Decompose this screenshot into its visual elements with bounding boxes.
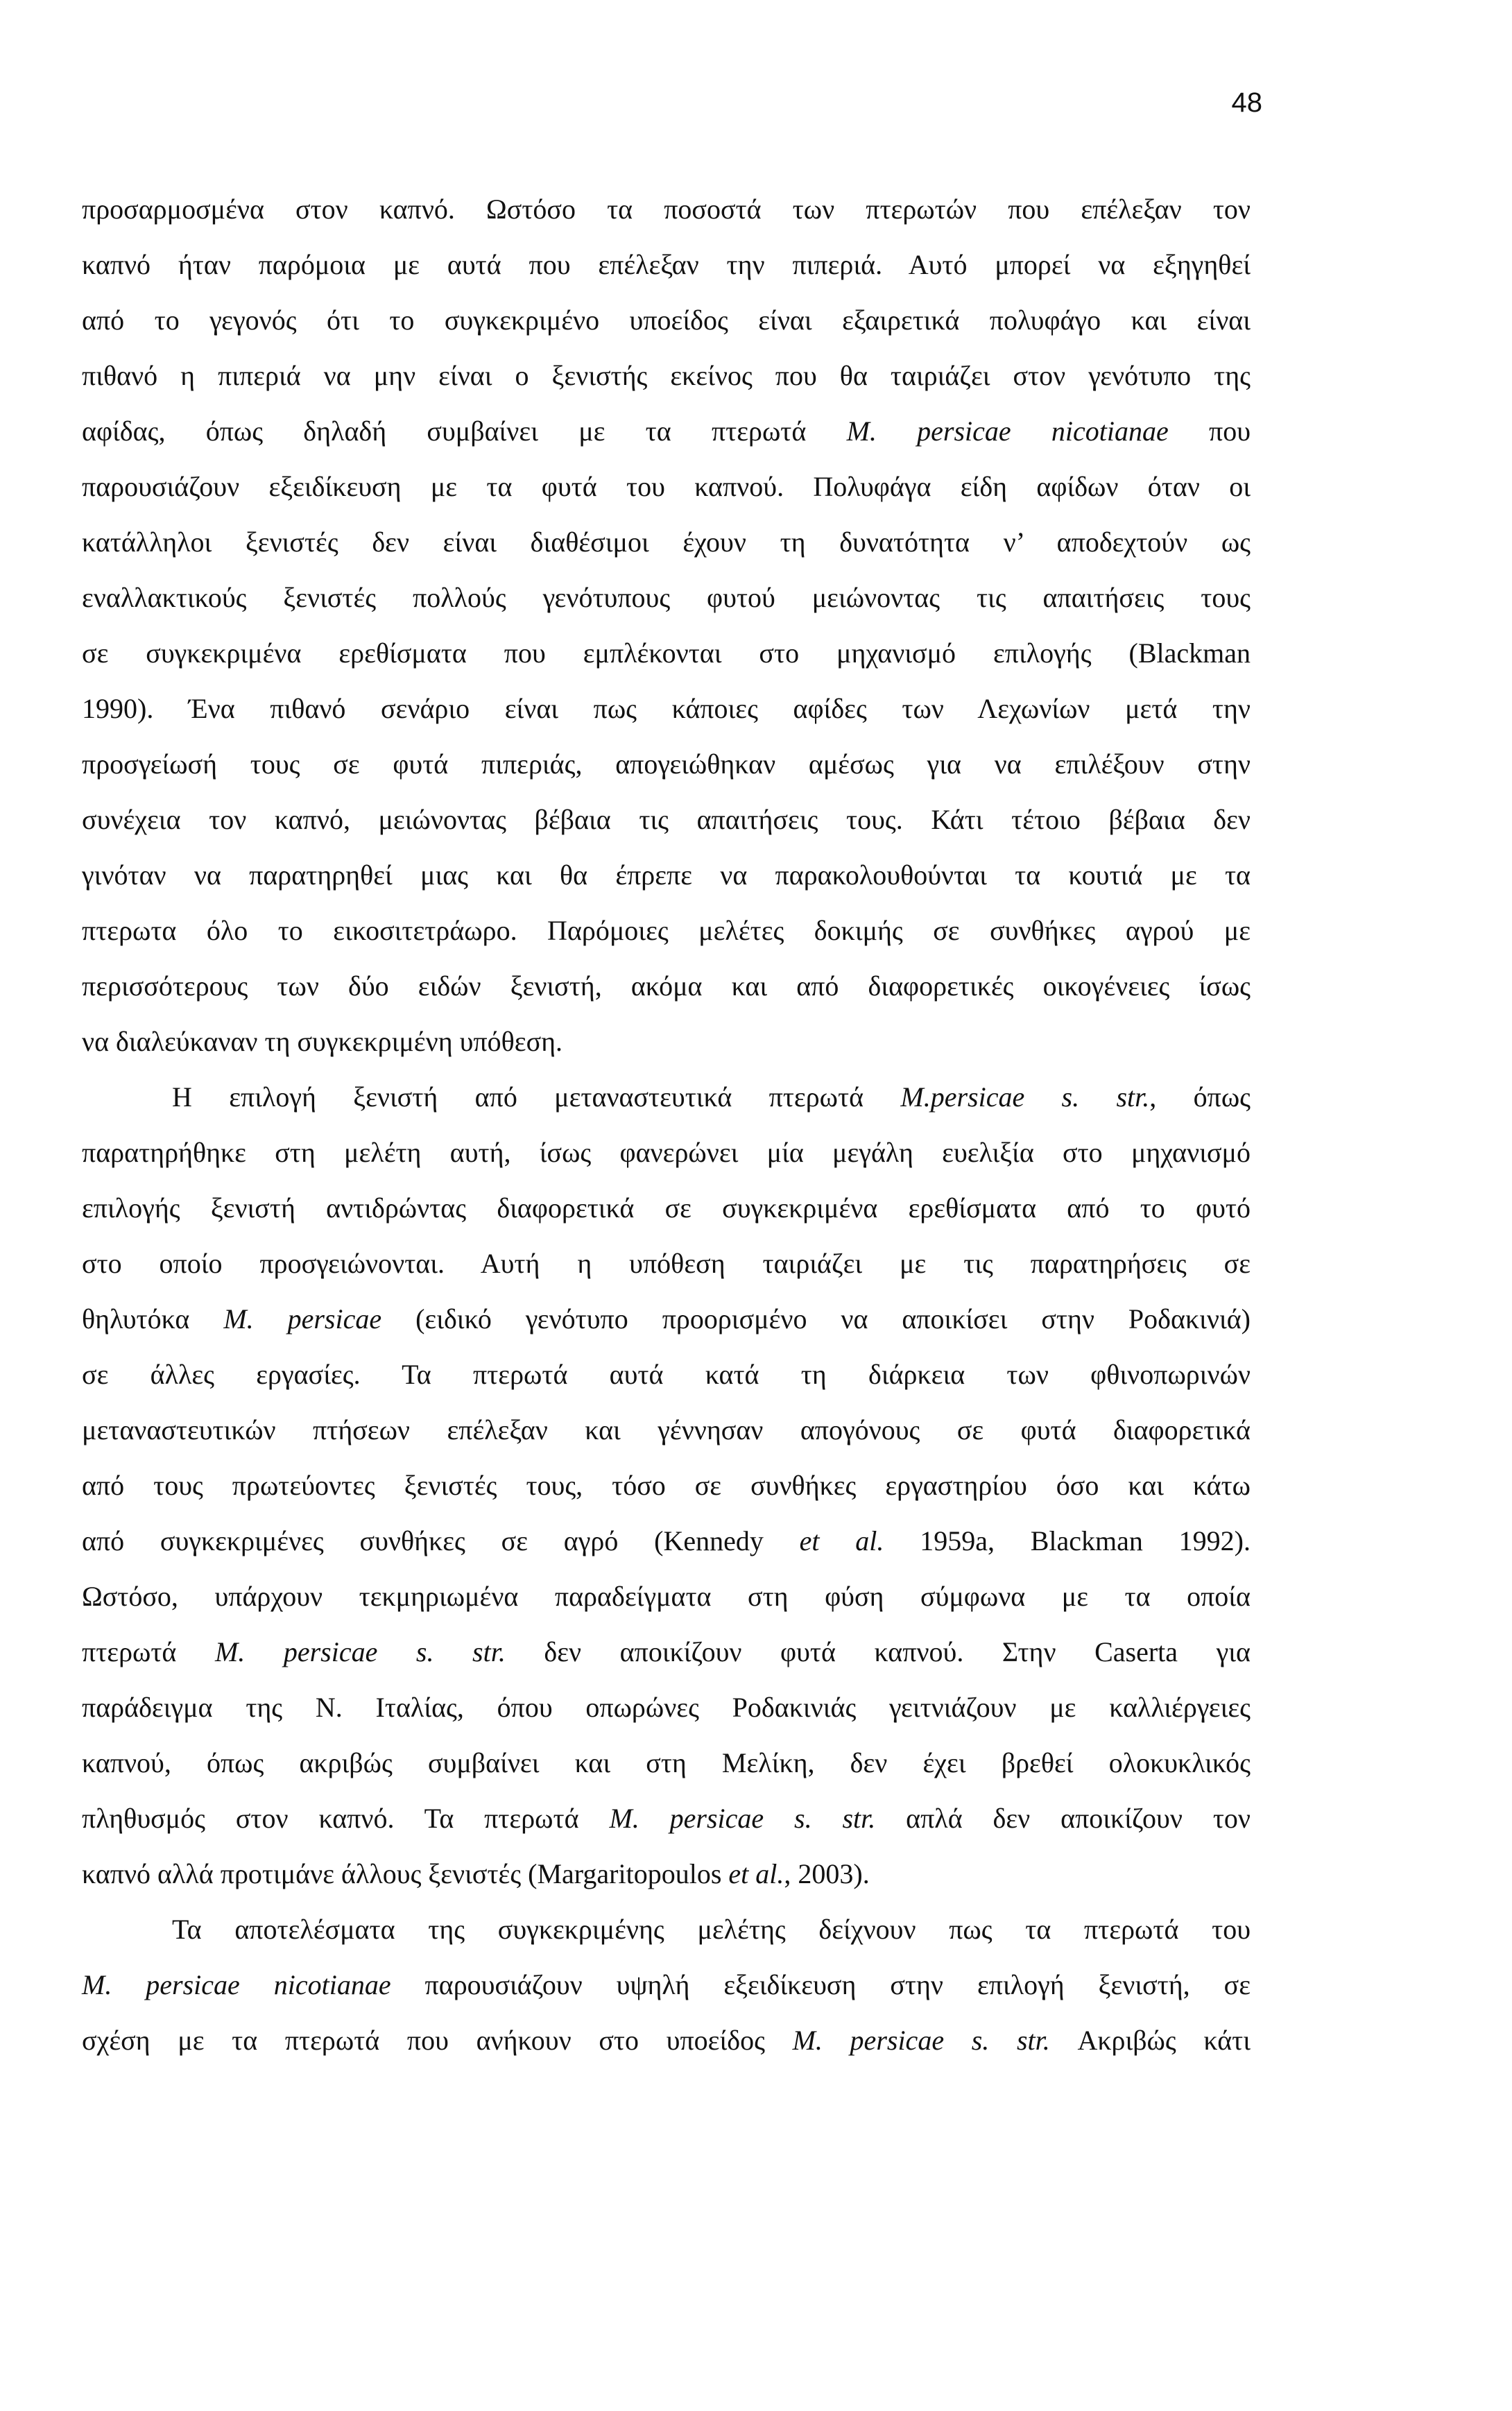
text-segment: παρουσιάζουν υψηλή εξειδίκευση στην επιλογή ξενιστή, σε <box>390 1969 1251 2000</box>
text-segment: από τους πρωτεύοντες ξενιστές τους, τόσο σε συνθήκες εργαστηρίου όσο και κάτω <box>82 1470 1251 1501</box>
text-segment: σε συγκεκριμένα ερεθίσματα που εμπλέκονται στο μηχανισμό επιλογής (Blackman <box>82 637 1251 669</box>
body-text <box>82 182 1251 2068</box>
text-segment: Ακριβώς κάτι <box>1049 2025 1251 2056</box>
text-line <box>82 737 1251 792</box>
text-segment: καπνού, όπως ακριβώς συμβαίνει και στη Μελίκη, δεν έχει βρεθεί ολοκυκλικός <box>82 1747 1251 1778</box>
text-segment: πτερωτα όλο το εικοσιτετράωρο. Παρόμοιες μελέτες δοκιμής σε συνθήκες αγρού με <box>82 915 1251 946</box>
text-line <box>82 293 1251 348</box>
text-line <box>82 1902 1251 1957</box>
text-segment: παρουσιάζουν εξειδίκευση με τα φυτά του καπνού. Πολυφάγα είδη αφίδων όταν οι <box>82 471 1251 502</box>
text-segment: επιλογής ξενιστή αντιδρώντας διαφορετικά σε συγκεκριμένα ερεθίσματα από το φυτό <box>82 1192 1251 1224</box>
text-line <box>82 1181 1251 1236</box>
text-line <box>82 1735 1251 1791</box>
text-segment: από συγκεκριμένες συνθήκες σε αγρό (Kennedy <box>82 1525 800 1556</box>
text-segment: καπνό αλλά προτιμάνε άλλους ξενιστές (Margaritopoulos <box>82 1858 729 1889</box>
text-line <box>82 1791 1251 1846</box>
text-segment: 1990). Ένα πιθανό σενάριο είναι πως κάποιες αφίδες των Λεχωνίων μετά την <box>82 693 1251 724</box>
text-segment: προσαρμοσμένα στον καπνό. Ωστόσο τα ποσοστά των πτερωτών που επέλεξαν τον <box>82 194 1251 225</box>
text-line <box>82 1014 1251 1070</box>
text-line <box>82 848 1251 903</box>
text-segment: συνέχεια τον καπνό, μειώνοντας βέβαια τις απαιτήσεις τους. Κάτι τέτοιο βέβαια δεν <box>82 804 1251 835</box>
text-line <box>82 1569 1251 1624</box>
text-segment: αφίδας, όπως δηλαδή συμβαίνει με τα πτερωτά <box>82 415 847 447</box>
text-line <box>82 1292 1251 1347</box>
text-line <box>82 1957 1251 2013</box>
text-line <box>82 1347 1251 1402</box>
text-line <box>82 1458 1251 1513</box>
text-segment: σχέση με τα πτερωτά που ανήκουν στο υποείδος <box>82 2025 793 2056</box>
text-segment: Ωστόσο, υπάρχουν τεκμηριωμένα παραδείγματα στη φύση σύμφωνα με τα οποία <box>82 1581 1251 1612</box>
text-segment: γινόταν να παρατηρηθεί μιας και θα έπρεπε να παρακολουθούνται τα κουτιά με τα <box>82 859 1251 891</box>
text-line <box>82 1070 1251 1125</box>
italic-text-segment: et al. <box>728 1858 784 1889</box>
text-line <box>82 903 1251 959</box>
text-line <box>82 2013 1251 2068</box>
text-line <box>82 1402 1251 1458</box>
italic-text-segment: M. persicae s. str. <box>214 1636 506 1667</box>
text-segment: Η επιλογή ξενιστή από μεταναστευτικά πτερωτά <box>172 1081 901 1113</box>
text-line <box>82 1236 1251 1292</box>
text-segment: πληθυσμός στον καπνό. Τα πτερωτά <box>82 1803 610 1834</box>
text-line <box>82 182 1251 237</box>
text-line <box>82 404 1251 459</box>
text-line <box>82 515 1251 570</box>
text-line <box>82 348 1251 404</box>
italic-text-segment: M. persicae s. str. <box>609 1803 876 1834</box>
italic-text-segment: M. persicae nicotianae <box>82 1969 391 2000</box>
text-segment: σε άλλες εργασίες. Τα πτερωτά αυτά κατά τη διάρκεια των φθινοπωρινών <box>82 1359 1251 1390</box>
text-segment: (ειδικό γενότυπο προορισμένο να αποικίσει στην Ροδακινιά) <box>381 1303 1251 1335</box>
text-segment: μεταναστευτικών πτήσεων επέλεξαν και γέννησαν απογόνους σε φυτά διαφορετικά <box>82 1414 1251 1445</box>
text-segment: θηλυτόκα <box>82 1303 224 1335</box>
italic-text-segment: M. persicae <box>223 1303 382 1335</box>
text-segment: πτερωτά <box>82 1636 215 1667</box>
text-line <box>82 626 1251 681</box>
text-line <box>82 681 1251 737</box>
text-segment: δεν αποικίζουν φυτά καπνού. Στην Caserta για <box>505 1636 1251 1667</box>
italic-text-segment: M. persicae s. str. <box>792 2025 1050 2056</box>
italic-text-segment: M.persicae s. str. <box>900 1081 1150 1113</box>
text-segment: παράδειγμα της Ν. Ιταλίας, όπου οπωρώνες Ροδακινιάς γειτνιάζουν με καλλιέργειες <box>82 1692 1251 1723</box>
text-line <box>82 792 1251 848</box>
page-number: 48 <box>1231 87 1262 118</box>
text-segment: προσγείωσή τους σε φυτά πιπεριάς, απογειώθηκαν αμέσως για να επιλέξουν στην <box>82 748 1251 780</box>
text-line <box>82 959 1251 1014</box>
text-line <box>82 1125 1251 1181</box>
text-segment: εναλλακτικούς ξενιστές πολλούς γενότυπους φυτού μειώνοντας τις απαιτήσεις τους <box>82 582 1251 613</box>
text-segment: παρατηρήθηκε στη μελέτη αυτή, ίσως φανερώνει μία μεγάλη ευελιξία στο μηχανισμό <box>82 1137 1251 1168</box>
text-segment: καπνό ήταν παρόμοια με αυτά που επέλεξαν την πιπεριά. Αυτό μπορεί να εξηγηθεί <box>82 249 1251 280</box>
text-segment: Τα αποτελέσματα της συγκεκριμένης μελέτης δείχνουν πως τα πτερωτά του <box>172 1914 1251 1945</box>
text-segment: που <box>1168 415 1251 447</box>
text-line <box>82 459 1251 515</box>
text-segment: πιθανό η πιπεριά να μην είναι ο ξενιστής εκείνος που θα ταιριάζει στον γενότυπο της <box>82 360 1251 391</box>
text-line <box>82 1680 1251 1735</box>
text-line <box>82 1513 1251 1569</box>
text-line <box>82 237 1251 293</box>
italic-text-segment: M. persicae nicotianae <box>846 415 1169 447</box>
text-line <box>82 570 1251 626</box>
text-segment: στο οποίο προσγειώνονται. Αυτή η υπόθεση ταιριάζει με τις παρατηρήσεις σε <box>82 1248 1251 1279</box>
text-segment: , όπως <box>1149 1081 1251 1113</box>
text-line <box>82 1624 1251 1680</box>
text-segment: απλά δεν αποικίζουν τον <box>875 1803 1251 1834</box>
text-segment: περισσότερους των δύο ειδών ξενιστή, ακόμα και από διαφορετικές οικογένειες ίσως <box>82 970 1251 1002</box>
text-segment: 1959a, Blackman 1992). <box>884 1525 1251 1556</box>
text-line <box>82 1846 1251 1902</box>
italic-text-segment: et al. <box>799 1525 884 1556</box>
text-segment: από το γεγονός ότι το συγκεκριμένο υποείδος είναι εξαιρετικά πολυφάγο και είναι <box>82 304 1251 336</box>
text-segment: , 2003). <box>784 1858 870 1889</box>
text-segment: να διαλεύκαναν τη συγκεκριμένη υπόθεση. <box>82 1026 563 1057</box>
text-segment: κατάλληλοι ξενιστές δεν είναι διαθέσιμοι έχουν τη δυνατότητα ν’ αποδεχτούν ως <box>82 526 1251 558</box>
